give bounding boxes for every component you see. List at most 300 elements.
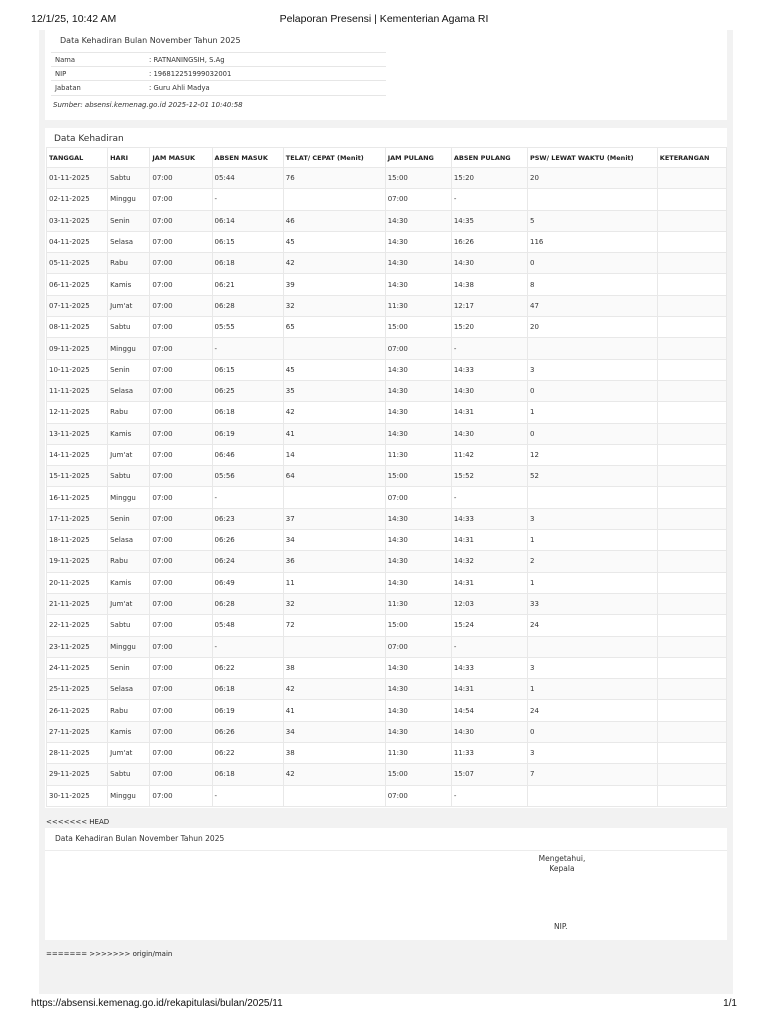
table-cell: 06:19 <box>212 700 283 721</box>
table-cell <box>283 785 385 806</box>
table-cell: 3 <box>527 359 657 380</box>
column-header: ABSEN MASUK <box>212 148 283 168</box>
table-cell: 07:00 <box>150 636 212 657</box>
table-cell: 47 <box>527 295 657 316</box>
table-row <box>47 551 727 572</box>
signature-card <box>45 828 727 940</box>
table-cell: Minggu <box>108 189 150 210</box>
table-cell: 24 <box>527 700 657 721</box>
table-cell: 06:18 <box>212 679 283 700</box>
table-cell: 15:52 <box>451 466 527 487</box>
table-cell: 05-11-2025 <box>47 253 108 274</box>
table-cell: 14:30 <box>385 274 451 295</box>
table-cell: 42 <box>283 253 385 274</box>
table-cell: Selasa <box>108 679 150 700</box>
head-title: Kepala <box>549 864 575 873</box>
table-cell: 07:00 <box>385 636 451 657</box>
table-cell: 32 <box>283 295 385 316</box>
report-title: Data Kehadiran Bulan November Tahun 2025 <box>60 36 241 45</box>
table-cell <box>657 721 726 742</box>
table-cell: 14:30 <box>385 402 451 423</box>
table-cell <box>657 636 726 657</box>
table-cell: 05:55 <box>212 317 283 338</box>
table-cell: 01-11-2025 <box>47 168 108 189</box>
table-cell <box>657 423 726 444</box>
table-cell: 07:00 <box>150 189 212 210</box>
table-cell: 5 <box>527 210 657 231</box>
table-body <box>47 168 727 807</box>
table-cell: 14:30 <box>385 359 451 380</box>
table-row <box>47 615 727 636</box>
table-row <box>47 508 727 529</box>
table-row <box>47 168 727 189</box>
table-cell: 8 <box>527 274 657 295</box>
table-cell: 16:26 <box>451 231 527 252</box>
table-cell: 15:00 <box>385 168 451 189</box>
table-cell: - <box>212 785 283 806</box>
table-cell: 14:38 <box>451 274 527 295</box>
table-cell: Jum'at <box>108 295 150 316</box>
table-cell: 11 <box>283 572 385 593</box>
table-cell: 0 <box>527 380 657 401</box>
table-cell: 06:28 <box>212 295 283 316</box>
table-cell: 07:00 <box>150 317 212 338</box>
table-cell: Rabu <box>108 551 150 572</box>
table-cell <box>657 466 726 487</box>
table-cell: 26-11-2025 <box>47 700 108 721</box>
table-cell <box>657 551 726 572</box>
table-cell: 04-11-2025 <box>47 231 108 252</box>
table-cell: 15:00 <box>385 466 451 487</box>
table-cell: 34 <box>283 721 385 742</box>
table-cell: 15:24 <box>451 615 527 636</box>
table-row <box>47 636 727 657</box>
table-cell <box>657 189 726 210</box>
table-row <box>47 679 727 700</box>
attendance-title: Data Kehadiran <box>54 134 124 144</box>
table-cell: Sabtu <box>108 615 150 636</box>
table-row <box>47 402 727 423</box>
table-cell: 07:00 <box>150 210 212 231</box>
table-cell: - <box>212 636 283 657</box>
table-cell: Senin <box>108 508 150 529</box>
table-cell: 65 <box>283 317 385 338</box>
table-cell: 14:30 <box>385 572 451 593</box>
table-cell: 06:25 <box>212 380 283 401</box>
info-label: Nama <box>55 56 76 64</box>
table-cell: 28-11-2025 <box>47 743 108 764</box>
table-cell: 72 <box>283 615 385 636</box>
table-cell <box>283 338 385 359</box>
acknowledge-label: Mengetahui, <box>538 854 586 863</box>
table-cell: Kamis <box>108 572 150 593</box>
table-cell: 15:20 <box>451 317 527 338</box>
table-cell <box>657 274 726 295</box>
table-cell: 35 <box>283 380 385 401</box>
table-cell: 64 <box>283 466 385 487</box>
table-row <box>47 593 727 614</box>
table-row <box>47 530 727 551</box>
table-row <box>47 721 727 742</box>
table-cell: 14:30 <box>385 551 451 572</box>
table-cell: 38 <box>283 743 385 764</box>
table-cell: 3 <box>527 508 657 529</box>
table-cell: Sabtu <box>108 317 150 338</box>
table-cell: 45 <box>283 359 385 380</box>
table-cell <box>657 572 726 593</box>
table-cell: 14:30 <box>385 721 451 742</box>
table-cell: 14:30 <box>385 530 451 551</box>
table-cell: Rabu <box>108 402 150 423</box>
table-cell: 12:03 <box>451 593 527 614</box>
print-header <box>31 13 737 27</box>
info-label: Jabatan <box>55 84 81 92</box>
table-cell: 14:30 <box>385 679 451 700</box>
table-cell: 14:32 <box>451 551 527 572</box>
table-cell: Minggu <box>108 785 150 806</box>
table-cell: 07:00 <box>150 444 212 465</box>
table-cell <box>657 402 726 423</box>
table-cell: 05:56 <box>212 466 283 487</box>
table-row <box>47 274 727 295</box>
table-cell: 07:00 <box>150 487 212 508</box>
table-cell: Sabtu <box>108 466 150 487</box>
table-cell: 1 <box>527 530 657 551</box>
table-cell <box>657 380 726 401</box>
table-cell: 12 <box>527 444 657 465</box>
table-cell: Selasa <box>108 530 150 551</box>
table-cell: 06:15 <box>212 359 283 380</box>
table-cell: 06:24 <box>212 551 283 572</box>
table-cell: 07:00 <box>150 274 212 295</box>
table-cell: 07:00 <box>150 338 212 359</box>
table-row <box>47 338 727 359</box>
data-source-note: Sumber: absensi.kemenag.go.id 2025-12-01 10:40:58 <box>53 101 243 109</box>
table-cell: 07:00 <box>150 593 212 614</box>
table-cell: 14:54 <box>451 700 527 721</box>
table-cell: 07:00 <box>150 700 212 721</box>
print-footer <box>31 998 737 1012</box>
column-header: JAM MASUK <box>150 148 212 168</box>
table-cell: 14-11-2025 <box>47 444 108 465</box>
table-cell: 36 <box>283 551 385 572</box>
table-cell: 25-11-2025 <box>47 679 108 700</box>
table-cell <box>657 359 726 380</box>
print-page-number: 1/1 <box>723 998 737 1009</box>
attendance-table <box>46 147 727 807</box>
table-cell: 3 <box>527 657 657 678</box>
table-row <box>47 189 727 210</box>
table-cell: 3 <box>527 743 657 764</box>
table-cell: 06-11-2025 <box>47 274 108 295</box>
table-cell: 22-11-2025 <box>47 615 108 636</box>
table-cell: Sabtu <box>108 168 150 189</box>
acknowledge-block <box>538 854 586 874</box>
table-cell: Sabtu <box>108 764 150 785</box>
table-row <box>47 423 727 444</box>
table-cell: 07:00 <box>150 466 212 487</box>
table-cell: 03-11-2025 <box>47 210 108 231</box>
table-cell: Jum'at <box>108 743 150 764</box>
table-cell: Minggu <box>108 636 150 657</box>
info-row-jabatan <box>51 80 386 96</box>
table-cell: 37 <box>283 508 385 529</box>
table-cell: 76 <box>283 168 385 189</box>
table-row <box>47 380 727 401</box>
table-cell: 16-11-2025 <box>47 487 108 508</box>
table-cell <box>283 189 385 210</box>
table-cell: 06:49 <box>212 572 283 593</box>
table-cell: 39 <box>283 274 385 295</box>
table-cell: 42 <box>283 402 385 423</box>
table-cell: 14:31 <box>451 679 527 700</box>
column-header: KETERANGAN <box>657 148 726 168</box>
table-cell: 07:00 <box>150 743 212 764</box>
table-cell: 07:00 <box>385 785 451 806</box>
table-cell: Senin <box>108 359 150 380</box>
table-cell: 32 <box>283 593 385 614</box>
column-header: TANGGAL <box>47 148 108 168</box>
table-cell: Rabu <box>108 253 150 274</box>
table-cell: 07:00 <box>150 402 212 423</box>
table-cell: - <box>212 338 283 359</box>
table-cell: - <box>451 785 527 806</box>
table-cell: 09-11-2025 <box>47 338 108 359</box>
table-cell: 11:30 <box>385 593 451 614</box>
table-cell: 52 <box>527 466 657 487</box>
table-cell: 07:00 <box>150 168 212 189</box>
table-cell: 14:30 <box>451 253 527 274</box>
table-cell: 14:35 <box>451 210 527 231</box>
table-cell: 07:00 <box>150 530 212 551</box>
table-cell: 0 <box>527 721 657 742</box>
table-cell: 14:30 <box>385 423 451 444</box>
table-cell <box>527 189 657 210</box>
table-cell <box>657 444 726 465</box>
employee-info-card <box>45 30 727 120</box>
table-cell: 07:00 <box>150 295 212 316</box>
column-header: PSW/ LEWAT WAKTU (Menit) <box>527 148 657 168</box>
table-cell: 11-11-2025 <box>47 380 108 401</box>
info-value: : 196812251999032001 <box>149 70 232 78</box>
print-page-title: Pelaporan Presensi | Kementerian Agama RI <box>279 13 489 25</box>
table-cell: 1 <box>527 572 657 593</box>
table-cell <box>657 295 726 316</box>
table-cell <box>657 487 726 508</box>
table-cell: 07:00 <box>385 189 451 210</box>
table-cell <box>657 317 726 338</box>
table-cell <box>657 338 726 359</box>
info-value: : Guru Ahli Madya <box>149 84 210 92</box>
table-cell: 11:30 <box>385 743 451 764</box>
table-row <box>47 231 727 252</box>
table-cell: 24-11-2025 <box>47 657 108 678</box>
table-cell: 17-11-2025 <box>47 508 108 529</box>
table-cell: 02-11-2025 <box>47 189 108 210</box>
table-cell: 14:30 <box>451 380 527 401</box>
table-cell: 06:18 <box>212 764 283 785</box>
table-cell: 14:31 <box>451 402 527 423</box>
table-cell: 27-11-2025 <box>47 721 108 742</box>
table-cell: 24 <box>527 615 657 636</box>
table-cell: 29-11-2025 <box>47 764 108 785</box>
table-row <box>47 487 727 508</box>
table-cell: - <box>451 189 527 210</box>
table-cell: 7 <box>527 764 657 785</box>
table-cell: 12:17 <box>451 295 527 316</box>
table-cell: 14:31 <box>451 530 527 551</box>
table-cell: Kamis <box>108 274 150 295</box>
column-header: ABSEN PULANG <box>451 148 527 168</box>
info-row-nama <box>51 52 386 67</box>
attendance-card <box>45 128 727 808</box>
table-cell: 23-11-2025 <box>47 636 108 657</box>
table-cell <box>283 487 385 508</box>
info-label: NIP <box>55 70 67 78</box>
table-cell: 14:30 <box>451 721 527 742</box>
table-cell: 06:23 <box>212 508 283 529</box>
table-cell: 07:00 <box>150 764 212 785</box>
table-cell <box>657 231 726 252</box>
table-cell: 07:00 <box>150 380 212 401</box>
column-header: JAM PULANG <box>385 148 451 168</box>
table-cell: 0 <box>527 253 657 274</box>
table-cell: 07:00 <box>150 231 212 252</box>
table-cell: 14:30 <box>451 423 527 444</box>
table-cell: 07:00 <box>150 423 212 444</box>
table-cell: 42 <box>283 679 385 700</box>
table-row <box>47 700 727 721</box>
table-cell: Kamis <box>108 423 150 444</box>
table-cell: 06:26 <box>212 721 283 742</box>
table-cell <box>657 743 726 764</box>
table-cell: 2 <box>527 551 657 572</box>
table-cell: 21-11-2025 <box>47 593 108 614</box>
table-cell: 11:30 <box>385 444 451 465</box>
table-cell <box>657 785 726 806</box>
signature-nip: NIP. <box>554 922 568 931</box>
table-cell: 07:00 <box>150 785 212 806</box>
table-cell <box>657 168 726 189</box>
merge-conflict-tail: ======= >>>>>>> origin/main <box>46 950 173 958</box>
table-cell: Kamis <box>108 721 150 742</box>
table-cell: 07:00 <box>150 615 212 636</box>
table-cell: 14:30 <box>385 657 451 678</box>
table-row <box>47 743 727 764</box>
table-cell: 46 <box>283 210 385 231</box>
table-cell <box>657 210 726 231</box>
table-cell: 15:00 <box>385 317 451 338</box>
table-row <box>47 317 727 338</box>
table-cell: Rabu <box>108 700 150 721</box>
print-url: https://absensi.kemenag.go.id/rekapitulasi/bulan/2025/11 <box>31 998 283 1009</box>
table-cell: 07:00 <box>150 679 212 700</box>
table-cell: 06:26 <box>212 530 283 551</box>
table-cell: 14:31 <box>451 572 527 593</box>
column-header: HARI <box>108 148 150 168</box>
table-cell: 30-11-2025 <box>47 785 108 806</box>
table-cell: 1 <box>527 402 657 423</box>
table-cell: 06:18 <box>212 402 283 423</box>
table-cell <box>657 530 726 551</box>
table-cell: 14:30 <box>385 380 451 401</box>
table-cell: 06:21 <box>212 274 283 295</box>
table-cell <box>657 253 726 274</box>
table-row <box>47 466 727 487</box>
table-cell: 08-11-2025 <box>47 317 108 338</box>
table-cell: 07:00 <box>150 253 212 274</box>
table-cell: 07:00 <box>150 359 212 380</box>
table-cell: 42 <box>283 764 385 785</box>
table-cell: 0 <box>527 423 657 444</box>
table-cell: 1 <box>527 679 657 700</box>
table-cell: 05:44 <box>212 168 283 189</box>
table-cell <box>527 487 657 508</box>
table-cell <box>657 679 726 700</box>
table-cell: Senin <box>108 210 150 231</box>
table-cell: 06:18 <box>212 253 283 274</box>
table-cell: 14:30 <box>385 700 451 721</box>
table-cell: 10-11-2025 <box>47 359 108 380</box>
report-canvas <box>39 30 733 994</box>
table-cell: Selasa <box>108 231 150 252</box>
table-cell: Minggu <box>108 487 150 508</box>
table-cell: 06:28 <box>212 593 283 614</box>
table-cell: 38 <box>283 657 385 678</box>
table-header-row <box>47 148 727 168</box>
table-cell: - <box>212 487 283 508</box>
table-cell: 41 <box>283 423 385 444</box>
table-row <box>47 253 727 274</box>
table-cell <box>657 764 726 785</box>
table-cell: 06:15 <box>212 231 283 252</box>
table-cell: 06:46 <box>212 444 283 465</box>
table-cell: 33 <box>527 593 657 614</box>
table-cell: 14:33 <box>451 508 527 529</box>
table-cell: 11:30 <box>385 295 451 316</box>
table-cell: 15:00 <box>385 615 451 636</box>
table-cell <box>657 615 726 636</box>
table-cell: 14:30 <box>385 210 451 231</box>
table-cell <box>657 700 726 721</box>
info-row-nip <box>51 66 386 81</box>
table-cell: - <box>451 487 527 508</box>
table-cell: - <box>451 338 527 359</box>
table-row <box>47 572 727 593</box>
table-cell <box>527 785 657 806</box>
table-cell: 07:00 <box>150 657 212 678</box>
merge-conflict-head: <<<<<<< HEAD <box>46 818 110 826</box>
divider <box>45 850 727 851</box>
table-cell: 14 <box>283 444 385 465</box>
table-row <box>47 210 727 231</box>
table-cell: 11:33 <box>451 743 527 764</box>
table-cell: 14:33 <box>451 359 527 380</box>
table-cell: 06:14 <box>212 210 283 231</box>
table-cell: Minggu <box>108 338 150 359</box>
table-cell: 18-11-2025 <box>47 530 108 551</box>
table-cell: Jum'at <box>108 444 150 465</box>
table-cell: 06:22 <box>212 657 283 678</box>
table-cell: - <box>451 636 527 657</box>
table-cell: 07:00 <box>385 338 451 359</box>
table-row <box>47 359 727 380</box>
table-cell: 15:07 <box>451 764 527 785</box>
table-cell: 07:00 <box>150 572 212 593</box>
table-cell: - <box>212 189 283 210</box>
table-cell <box>527 636 657 657</box>
table-cell: 116 <box>527 231 657 252</box>
